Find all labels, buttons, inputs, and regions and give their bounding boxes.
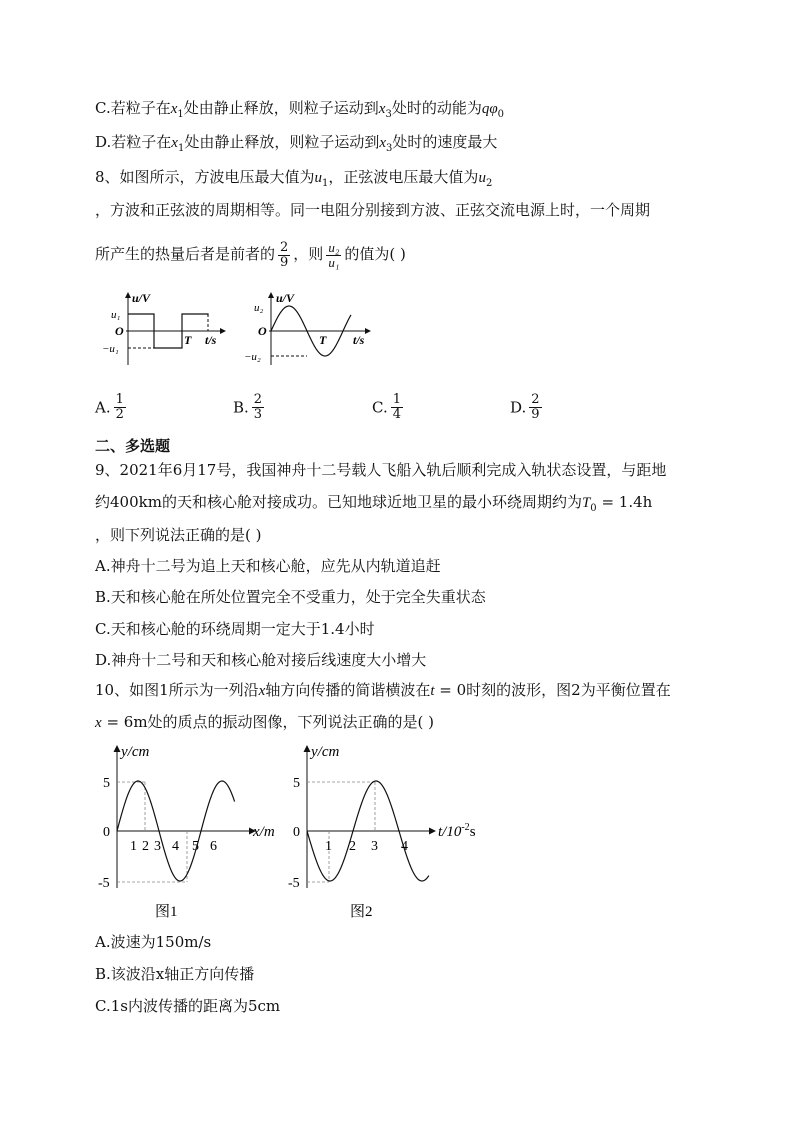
fraction-2-9: $\frac{2}{9}$ [280, 239, 289, 270]
neg-u2-tick: −u₂ [244, 351, 261, 363]
var-x1-sub: 1 [177, 109, 184, 120]
q7-optd-text2: 处由静止释放，则粒子运动到 [184, 133, 380, 151]
fig1-xlabel: x/m [253, 824, 275, 840]
t-label: T [184, 333, 192, 347]
var-u2: u [478, 170, 486, 186]
var-phi-sub: 0 [497, 109, 505, 120]
var-phi: φ [489, 101, 498, 117]
q8-text3: ，方波和正弦波的周期相等。同一电阻分别接到方波、正弦交流电源上时，一个周期 [95, 201, 651, 219]
fig2-xtick-4: 4 [401, 839, 408, 854]
fig1-xtick-5: 5 [192, 839, 199, 854]
q8-option-b[interactable]: B. $\frac{2}{3}$ [233, 392, 263, 422]
q9-line3: ，则下列说法正确的是( ) [95, 526, 262, 544]
q8-option-c[interactable]: C. $\frac{1}{4}$ [372, 392, 401, 422]
var-t0: T [581, 495, 591, 511]
var-q: q [481, 101, 490, 117]
var-x3: x [378, 101, 386, 117]
q10-line1: 10、如图1所示为一列沿x轴方向传播的简谐横波在t = 0时刻的波形，图2为平衡位置在 [95, 681, 671, 699]
fig2-ytick-0: 0 [293, 825, 300, 840]
q7-optd-text1: D.若粒子在 [95, 133, 172, 151]
fig1-xtick-3: 3 [154, 839, 161, 854]
q9-option-d[interactable]: D.神舟十二号和天和核心舱对接后线速度大小增大 [95, 651, 427, 669]
q10-option-b[interactable]: B.该波沿x轴正方向传播 [95, 965, 255, 983]
q8-option-d[interactable]: D. $\frac{2}{9}$ [510, 392, 540, 422]
fig2-caption: 图2 [350, 904, 373, 920]
fig1-xtick-2: 2 [142, 839, 149, 854]
var-x3: x [379, 135, 386, 151]
u1-tick: u₁ [111, 309, 121, 321]
var-u2-sub: 2 [485, 178, 493, 189]
q9-line2: 约400km的天和核心舱对接成功。已知地球近地卫星的最小环绕周期约为$T_0 = 1.4h$ [95, 493, 653, 514]
fig2-ytick-neg5: -5 [288, 876, 300, 891]
fig1-ytick-neg5: -5 [98, 876, 110, 891]
q7-option-d [95, 132, 497, 159]
origin: O [115, 324, 124, 338]
ylabel: u/V [276, 291, 295, 305]
q8-text5: ，则 [293, 245, 324, 263]
q10-option-a[interactable]: A.波速为150m/s [95, 933, 212, 951]
q9-line1: 9、2021年6月17号，我国神舟十二号载人飞船入轨后顺利完成入轨状态设置，与距地 [95, 461, 667, 479]
q8-line1 [95, 167, 492, 194]
var-x1: x [171, 135, 178, 151]
q8-text4: 所产生的热量后者是前者的 [95, 245, 276, 263]
var-u1-sub: 1 [322, 178, 329, 189]
neg-u1-tick: −u₁ [102, 343, 119, 355]
q7-optc-text3: 处时的动能为 [391, 99, 482, 117]
fig2-ylabel: y/cm [311, 744, 340, 760]
square-wave-graph [100, 285, 230, 370]
fig1-ytick-0: 0 [103, 825, 110, 840]
q8-option-a[interactable]: A. $\frac{1}{2}$ [95, 392, 124, 422]
q8-line2 [95, 200, 650, 220]
fig2-ytick-5: 5 [293, 776, 300, 791]
fraction-u2-u1: $\frac{\text{u₂}}{\text{u₁}}$ [328, 239, 340, 270]
var-u1: u [314, 170, 323, 186]
fig1-xtick-6: 6 [210, 839, 217, 854]
var-x1-sub: 1 [177, 143, 185, 154]
fig1-ytick-5: 5 [103, 776, 110, 791]
q8-text6: 的值为( ) [344, 245, 406, 263]
xlabel: t/s [353, 333, 365, 347]
fig2-xtick-2: 2 [349, 839, 356, 854]
q7-option-c [95, 98, 504, 125]
fig2-vibration-graph [285, 740, 500, 920]
q9-option-a[interactable]: A.神舟十二号为追上天和核心舱，应先从内轨道追赶 [95, 557, 441, 575]
section-title: 二、多选题 [95, 437, 171, 455]
u2-tick: u₂ [254, 302, 264, 314]
var-x1: x [170, 101, 178, 117]
q7-optc-text1: C.若粒子在 [95, 99, 171, 117]
var-x3-sub: 3 [386, 143, 393, 154]
fig1-xtick-1: 1 [130, 839, 137, 854]
var-x3-sub: 3 [385, 109, 392, 120]
sine-wave-graph [240, 285, 380, 370]
fig2-xlabel: $t/10^{-2}s$ [438, 822, 476, 840]
fig1-xtick-4: 4 [172, 839, 179, 854]
q7-optc-text2: 处由静止释放，则粒子运动到 [183, 99, 379, 117]
q8-line3 [95, 238, 406, 270]
fig1-wave-graph [95, 740, 290, 920]
q9-option-c[interactable]: C.天和核心舱的环绕周期一定大于1.4小时 [95, 620, 375, 638]
q7-optd-text3: 处时的速度最大 [392, 133, 498, 151]
fig1-caption: 图1 [155, 904, 178, 920]
origin: O [258, 324, 267, 338]
t-label: T [319, 333, 327, 347]
xlabel: t/s [205, 333, 217, 347]
q8-text1: 8、如图所示，方波电压最大值为 [95, 168, 315, 186]
q9-option-b[interactable]: B.天和核心舱在所处位置完全不受重力，处于完全失重状态 [95, 588, 486, 606]
fig1-ylabel: y/cm [121, 744, 150, 760]
q8-text2: ，正弦波电压最大值为 [328, 168, 479, 186]
fig2-xtick-3: 3 [371, 839, 378, 854]
fig2-xtick-1: 1 [325, 839, 332, 854]
q10-line2: x = 6m处的质点的振动图像，下列说法正确的是( ) [95, 713, 435, 731]
q10-option-c[interactable]: C.1s内波传播的距离为5cm [95, 997, 281, 1015]
ylabel: u/V [132, 291, 151, 305]
